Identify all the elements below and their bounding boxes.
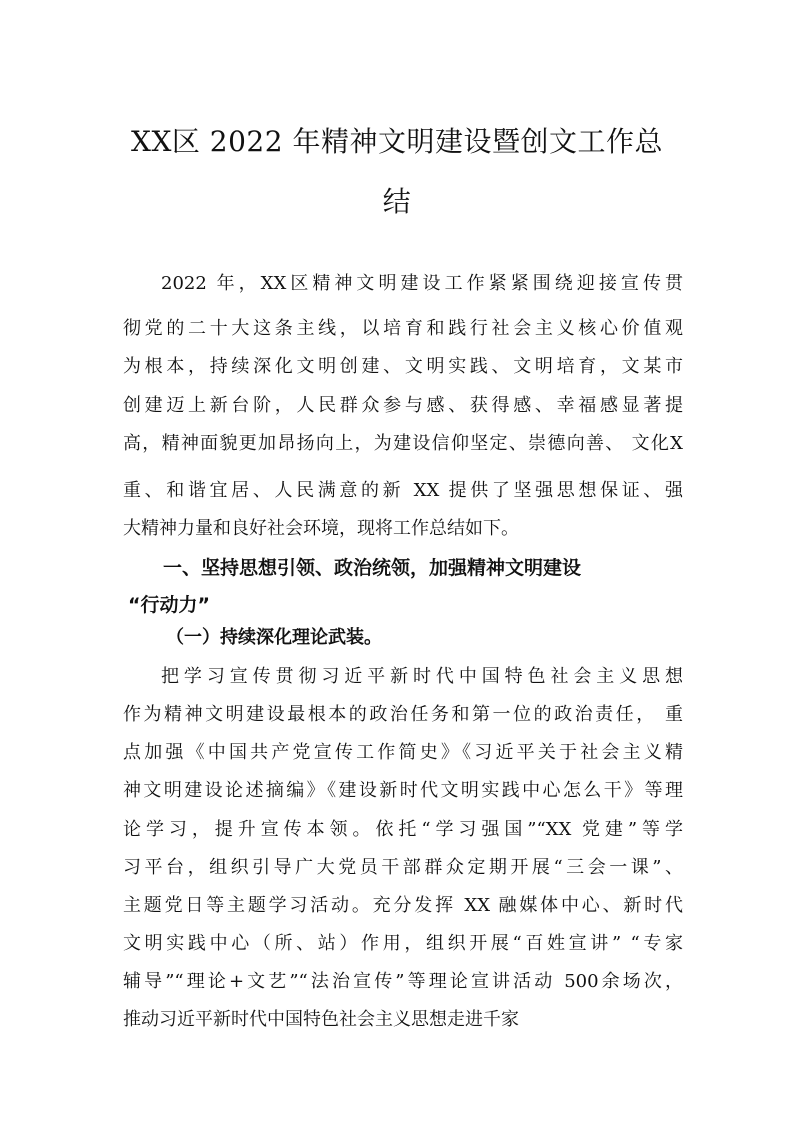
body-line: 推动习近平新时代中国特色社会主义思想走进千家 — [123, 1009, 519, 1030]
intro-line: 彻党的二十大这条主线，以培育和践行社会主义核心价值观 — [123, 318, 683, 339]
body-line: 把学习宣传贯彻习近平新时代中国特色社会主义思想 — [161, 666, 683, 687]
body-line: 辅导”“理论+文艺”“法治宣传”等理论宣讲活动 500余场次， — [123, 971, 683, 992]
body-line: 主题党日等主题学习活动。充分发挥 XX 融媒体中心、新时代 — [123, 895, 683, 916]
intro-line: 重、和谐宜居、人民满意的新 XX 提供了坚强思想保证、强 — [123, 480, 683, 501]
section-heading-line-2: “行动力” — [128, 594, 210, 616]
document-title-line-1: XX区 2022 年精神文明建设暨创文工作总 — [131, 125, 663, 158]
section-heading-line-1: 一、坚持思想引领、政治统领，加强精神文明建设 — [163, 557, 582, 579]
intro-line: 大精神力量和良好社会环境，现将工作总结如下。 — [123, 518, 519, 539]
subsection-heading: （一）持续深化理论武装。 — [166, 627, 382, 648]
body-line: 习平台，组织引导广大党员干部群众定期开展“三会一课”、 — [123, 857, 683, 878]
document-title-line-2: 结 — [382, 185, 412, 218]
body-line: 文明实践中心（所、站）作用，组织开展“百姓宣讲” “专家 — [123, 933, 683, 954]
intro-line: 2022 年，XX区精神文明建设工作紧紧围绕迎接宣传贯 — [161, 273, 683, 294]
intro-line: 为根本，持续深化文明创建、文明实践、文明培育，文某市 — [123, 356, 683, 377]
body-line: 点加强《中国共产党宣传工作简史》《习近平关于社会主义精 — [123, 742, 683, 763]
intro-line: 高，精神面貌更加昂扬向上，为建设信仰坚定、崇德向善、 文化X — [123, 433, 683, 454]
body-line: 神文明建设论述摘编》《建设新时代文明实践中心怎么干》等理 — [123, 780, 683, 801]
intro-line: 创建迈上新台阶，人民群众参与感、获得感、幸福感显著提 — [123, 395, 683, 416]
body-line: 论学习，提升宣传本领。依托“学习强国”“XX 党建”等学 — [123, 819, 683, 840]
body-line: 作为精神文明建设最根本的政治任务和第一位的政治责任， 重 — [123, 704, 683, 725]
